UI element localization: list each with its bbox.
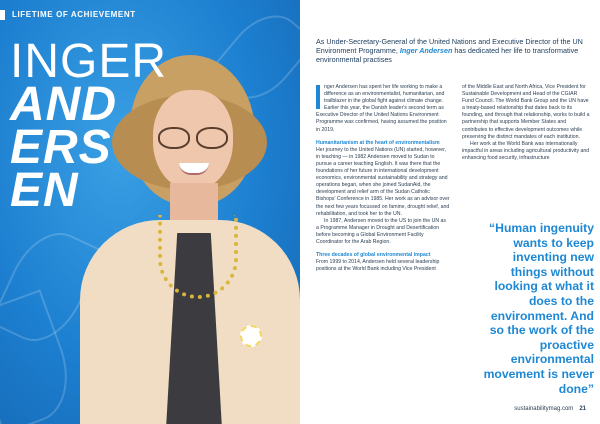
paragraph: Her work at the World Bank was internationally impactful in areas including agricultural productivity and enhancing food security, infrastructure xyxy=(462,140,590,161)
paragraph: In 1987, Andersen moved to the US to join the UN as a Programme Manager in Drought and Desertification before becoming a Global Environment Facility Coordinator for the Arab Region. xyxy=(316,217,446,245)
portrait-glasses xyxy=(158,127,228,145)
section-label-bar xyxy=(0,10,5,20)
headline-name-line3: ERS xyxy=(10,121,112,174)
headline-name-line2: AND xyxy=(10,78,117,131)
intro-highlight-name: Inger Andersen xyxy=(399,46,453,55)
article-column-2 xyxy=(462,84,590,162)
subheading: Three decades of global environmental impact xyxy=(316,252,431,259)
right-page xyxy=(300,0,600,424)
portrait-necklace xyxy=(158,215,238,299)
intro-text-start: As Under-Secretary-General of the United Nations and Executive Director of the UN Environment Programme, xyxy=(316,37,583,55)
pull-quote: “Human ingenuity wants to keep inventing new things without looking at what it does to the environment. And so the work of the proactive environmental movement is never done” xyxy=(483,221,594,396)
intro-text-end: has dedicated her life to transformative environmental practises xyxy=(316,46,579,64)
article-column-1 xyxy=(316,84,450,273)
article-intro xyxy=(316,37,588,64)
paragraph: of the Middle East and North Africa, Vice President for Sustainable Development and Head of the CGIAR Fund Council. The World Bank Group and the UN have a treaty-based relationship that dates back to its founding, and through that relationship, works to build a partnership that supports Member States and contributes to effective development outcomes while preserving the distinct mandates of each institution. xyxy=(462,84,590,140)
headline-name-line4: EN xyxy=(10,164,79,217)
paragraph: Earlier this year, the Danish leader's second term as Executive Director of the United Nations Environment Programme was confirmed, having assumed the position in 2019. xyxy=(316,105,447,133)
page-footer xyxy=(514,406,586,412)
subheading: Humanitarianism at the heart of environmentalism xyxy=(316,139,440,146)
paragraph: Her journey to the United Nations (UN) started, however, in teaching — in 1982 Andersen moved to Sudan to pursue a career teaching English. It was there that the foundations of her future in international development economics, environmental sustainability and strategy and operations began, when she joined SudanAid, the development and relief arm of the Sudan Catholic Bishops' Conference in 1985. Her work as an advisor over the next few years focussed on famine, drought relief, and rehabilitation, and took her to the UN. xyxy=(316,146,450,217)
flower-brooch-icon xyxy=(240,325,262,347)
footer-site: sustainabilitymag.com xyxy=(514,406,574,412)
section-label: LIFETIME OF ACHIEVEMENT xyxy=(12,10,136,19)
headline-name-line1: INGER xyxy=(10,35,168,88)
paragraph: From 1999 to 2014, Andersen held several leadership positions at the World Bank including Vice President xyxy=(316,259,440,273)
page-number: 21 xyxy=(579,406,586,412)
paragraph: nger Andersen has spent her life working to make a difference as an environmentalist, humanitarian, and trailblazer in the global fight against climate change. xyxy=(324,84,445,105)
